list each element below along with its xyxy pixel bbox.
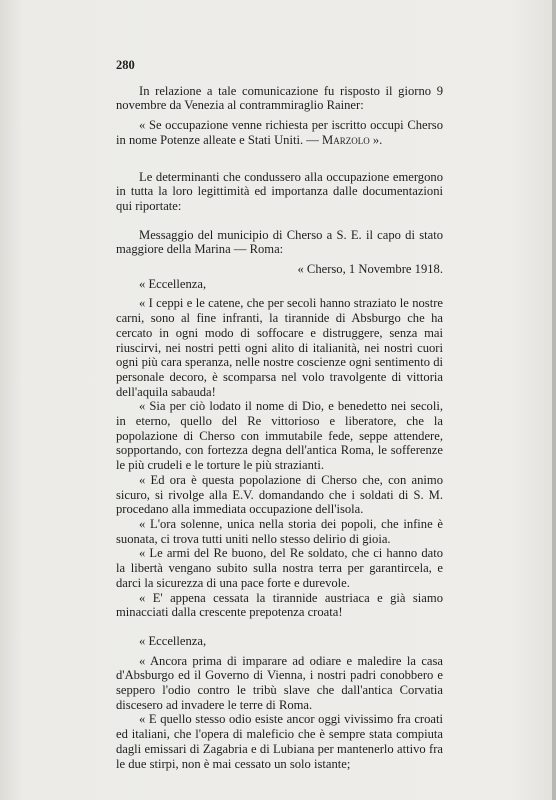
page-text-block: [116, 58, 443, 771]
letter-paragraph: « L'ora solenne, unica nella storia dei popoli, che infine è suonata, ci trova tutti uniti nello stesso delirio di gioia.: [116, 516, 443, 546]
letter-salutation: « Eccellenza,: [139, 276, 207, 291]
letter-paragraph: « I ceppi e le catene, che per secoli hanno straziato le nostre carni, sono al fine infranti, la tirannide di Absburgo che ha cercato in ogni modo di soffocare e distruggere, senza mai riuscirvi, nei nostri petti ogni alito di italianità, nei nostri cuori ogni più cara speranza, nelle nostre coscienze ogni sentimento di personale decoro, è scomparsa nel volo travolgente di vittoria dell'aquila sabauda!: [116, 296, 443, 399]
letter-paragraph: « Le armi del Re buono, del Re soldato, che ci hanno dato la libertà vengano subito sulla nostra terra per garantircela, e darci la sicurezza di una pace forte e durevole.: [116, 546, 443, 590]
paragraph-reply-intro: In relazione a tale comunicazione fu risposto il giorno 9 novembre da Venezia al contrammiraglio Rainer:: [116, 83, 443, 113]
letter-date: « Cherso, 1 Novembre 1918.: [297, 262, 443, 277]
page-edge-shadow: [552, 0, 556, 800]
letter-paragraph: « Sia per ciò lodato il nome di Dio, e benedetto nei secoli, in eterno, quello del Re vittorioso e liberatore, che la popolazione di Cherso con immutabile fede, seppe attendere, sopportando, con fortezza degna dell'antica Roma, le sofferenze le più crudeli e le torture le più strazianti.: [116, 399, 443, 473]
letter-paragraph: « Ed ora è questa popolazione di Cherso che, con animo sicuro, si rivolge alla E.V. domandando che i soldati di S. M. procedano alla immediata occupazione dell'isola.: [116, 472, 443, 517]
page-number: 280: [116, 58, 135, 72]
paragraph-determinants: Le determinanti che condussero alla occupazione emergono in tutta la loro legittimità ed importanza dalle documentazioni qui riportate:: [116, 169, 443, 213]
letter-paragraph: « E quello stesso odio esiste ancor oggi vivissimo fra croati ed italiani, che l'opera di maleficio che è sempre stata compiuta dagli emissari di Zagabria e di Lubiana per mantenerlo attivo fra le due stirpi, non è mai cessato un solo istante;: [116, 712, 443, 771]
telegram-text: « Se occupazione venne richiesta per iscritto occupi Cherso in nome Potenze alleate e Stati Uniti. —: [116, 118, 443, 147]
telegram-signature: Marzolo: [322, 132, 370, 147]
letter-paragraph: « Ancora prima di imparare ad odiare e maledire la casa d'Absburgo ed il Governo di Vienna, i nostri padri conobbero e seppero l'odio contro le tribù slave che dall'antica Corvatia discesero ad invadere le terre di Roma.: [116, 653, 443, 712]
letter-paragraph: « E' appena cessata la tirannide austriaca e già siamo minacciati dalla crescente prepotenza croata!: [116, 590, 443, 620]
paragraph-telegram: [116, 118, 443, 147]
paragraph-message-heading: Messaggio del municipio di Cherso a S. E. il capo di stato maggiore della Marina — Roma:: [116, 227, 443, 257]
telegram-close: ».: [369, 132, 383, 147]
letter-salutation: « Eccellenza,: [139, 633, 207, 648]
